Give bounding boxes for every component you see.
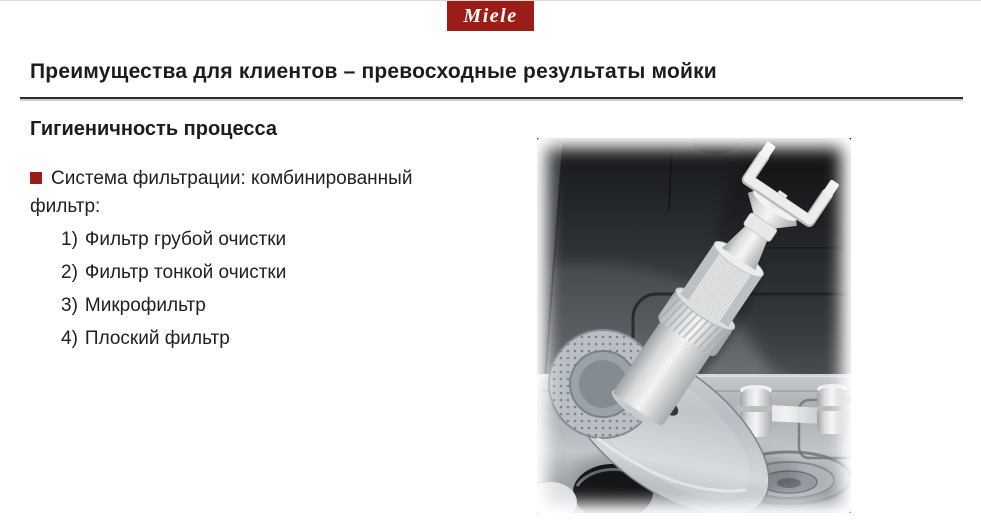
list-item <box>61 322 286 355</box>
list-item-number: 4) <box>61 328 78 349</box>
miele-logo-text: Miele <box>463 4 518 27</box>
list-item <box>61 256 286 289</box>
slide-title: Преимущества для клиентов – превосходные результаты мойки <box>30 60 717 83</box>
list-item <box>61 289 286 322</box>
dishwasher-filter-photo <box>537 138 851 513</box>
bullet-paragraph <box>30 165 482 221</box>
list-item-label: Фильтр тонкой очистки <box>84 262 287 283</box>
list-item-number: 3) <box>61 295 78 316</box>
list-item-number: 1) <box>61 229 78 250</box>
list-item-label: Фильтр грубой очистки <box>84 229 287 250</box>
list-item-label: Плоский фильтр <box>84 328 230 349</box>
miele-logo <box>447 1 534 31</box>
list-item <box>61 223 286 256</box>
title-divider <box>20 97 963 99</box>
list-item-label: Микрофильтр <box>84 295 206 316</box>
filter-list <box>61 223 286 355</box>
section-heading: Гигиеничность процесса <box>30 118 277 140</box>
list-item-number: 2) <box>61 262 78 283</box>
red-square-bullet-icon <box>30 172 42 184</box>
bullet-text: Система фильтрации: комбинированный фильтр: <box>30 168 413 217</box>
